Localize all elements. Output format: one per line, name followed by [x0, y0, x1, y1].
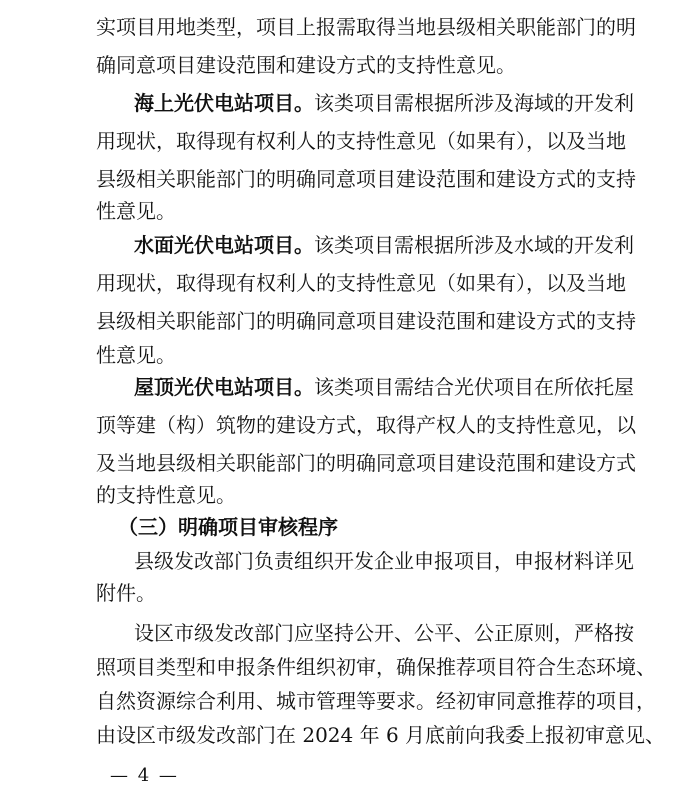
- text-line: 自然资源综合利用、城市管理等要求。经初审同意推荐的项目，: [96, 689, 656, 713]
- text-line: 实项目用地类型，项目上报需取得当地县级相关职能部门的明: [96, 15, 636, 39]
- text-span: 该类项目需根据所涉及水域的开发利: [314, 233, 634, 257]
- text-line: 用现状，取得现有权利人的支持性意见（如果有），以及当地: [96, 129, 626, 153]
- text-line: 县级相关职能部门的明确同意项目建设范围和建设方式的支持: [96, 167, 636, 191]
- text-line: 及当地县级相关职能部门的明确同意项目建设范围和建设方式: [96, 451, 636, 475]
- text-line: 设区市级发改部门应坚持公开、公平、公正原则，严格按: [134, 621, 634, 645]
- paragraph-heading-water-surface-pv: 水面光伏电站项目。: [134, 233, 314, 257]
- paragraph-heading-offshore-pv: 海上光伏电站项目。: [134, 91, 314, 115]
- text-line: 确同意项目建设范围和建设方式的支持性意见。: [96, 53, 516, 77]
- text-line: 的支持性意见。: [96, 483, 236, 507]
- paragraph-heading-rooftop-pv: 屋顶光伏电站项目。: [134, 375, 314, 399]
- text-line: 县级发改部门负责组织开发企业申报项目，申报材料详见: [134, 549, 634, 573]
- page-number: — 4 —: [110, 765, 179, 786]
- text-line: 用现状，取得现有权利人的支持性意见（如果有），以及当地: [96, 271, 626, 295]
- section-heading: （三）明确项目审核程序: [118, 515, 338, 539]
- text-line: 由设区市级发改部门在 2024 年 6 月底前向我委上报初审意见、: [96, 723, 666, 747]
- text-span: 该类项目需结合光伏项目在所依托屋: [314, 375, 634, 399]
- text-line: 县级相关职能部门的明确同意项目建设范围和建设方式的支持: [96, 309, 636, 333]
- text-line: 附件。: [96, 581, 156, 605]
- paragraph-rooftop-pv: [134, 372, 634, 402]
- text-line: 性意见。: [96, 199, 176, 223]
- text-line: 照项目类型和申报条件组织初审，确保推荐项目符合生态环境、: [96, 655, 656, 679]
- paragraph-offshore-pv: [134, 88, 634, 118]
- text-line: 顶等建（构）筑物的建设方式，取得产权人的支持性意见，以: [96, 413, 636, 437]
- paragraph-water-surface-pv: [134, 230, 634, 260]
- text-line: 性意见。: [96, 343, 176, 367]
- text-span: 该类项目需根据所涉及海域的开发利: [314, 91, 634, 115]
